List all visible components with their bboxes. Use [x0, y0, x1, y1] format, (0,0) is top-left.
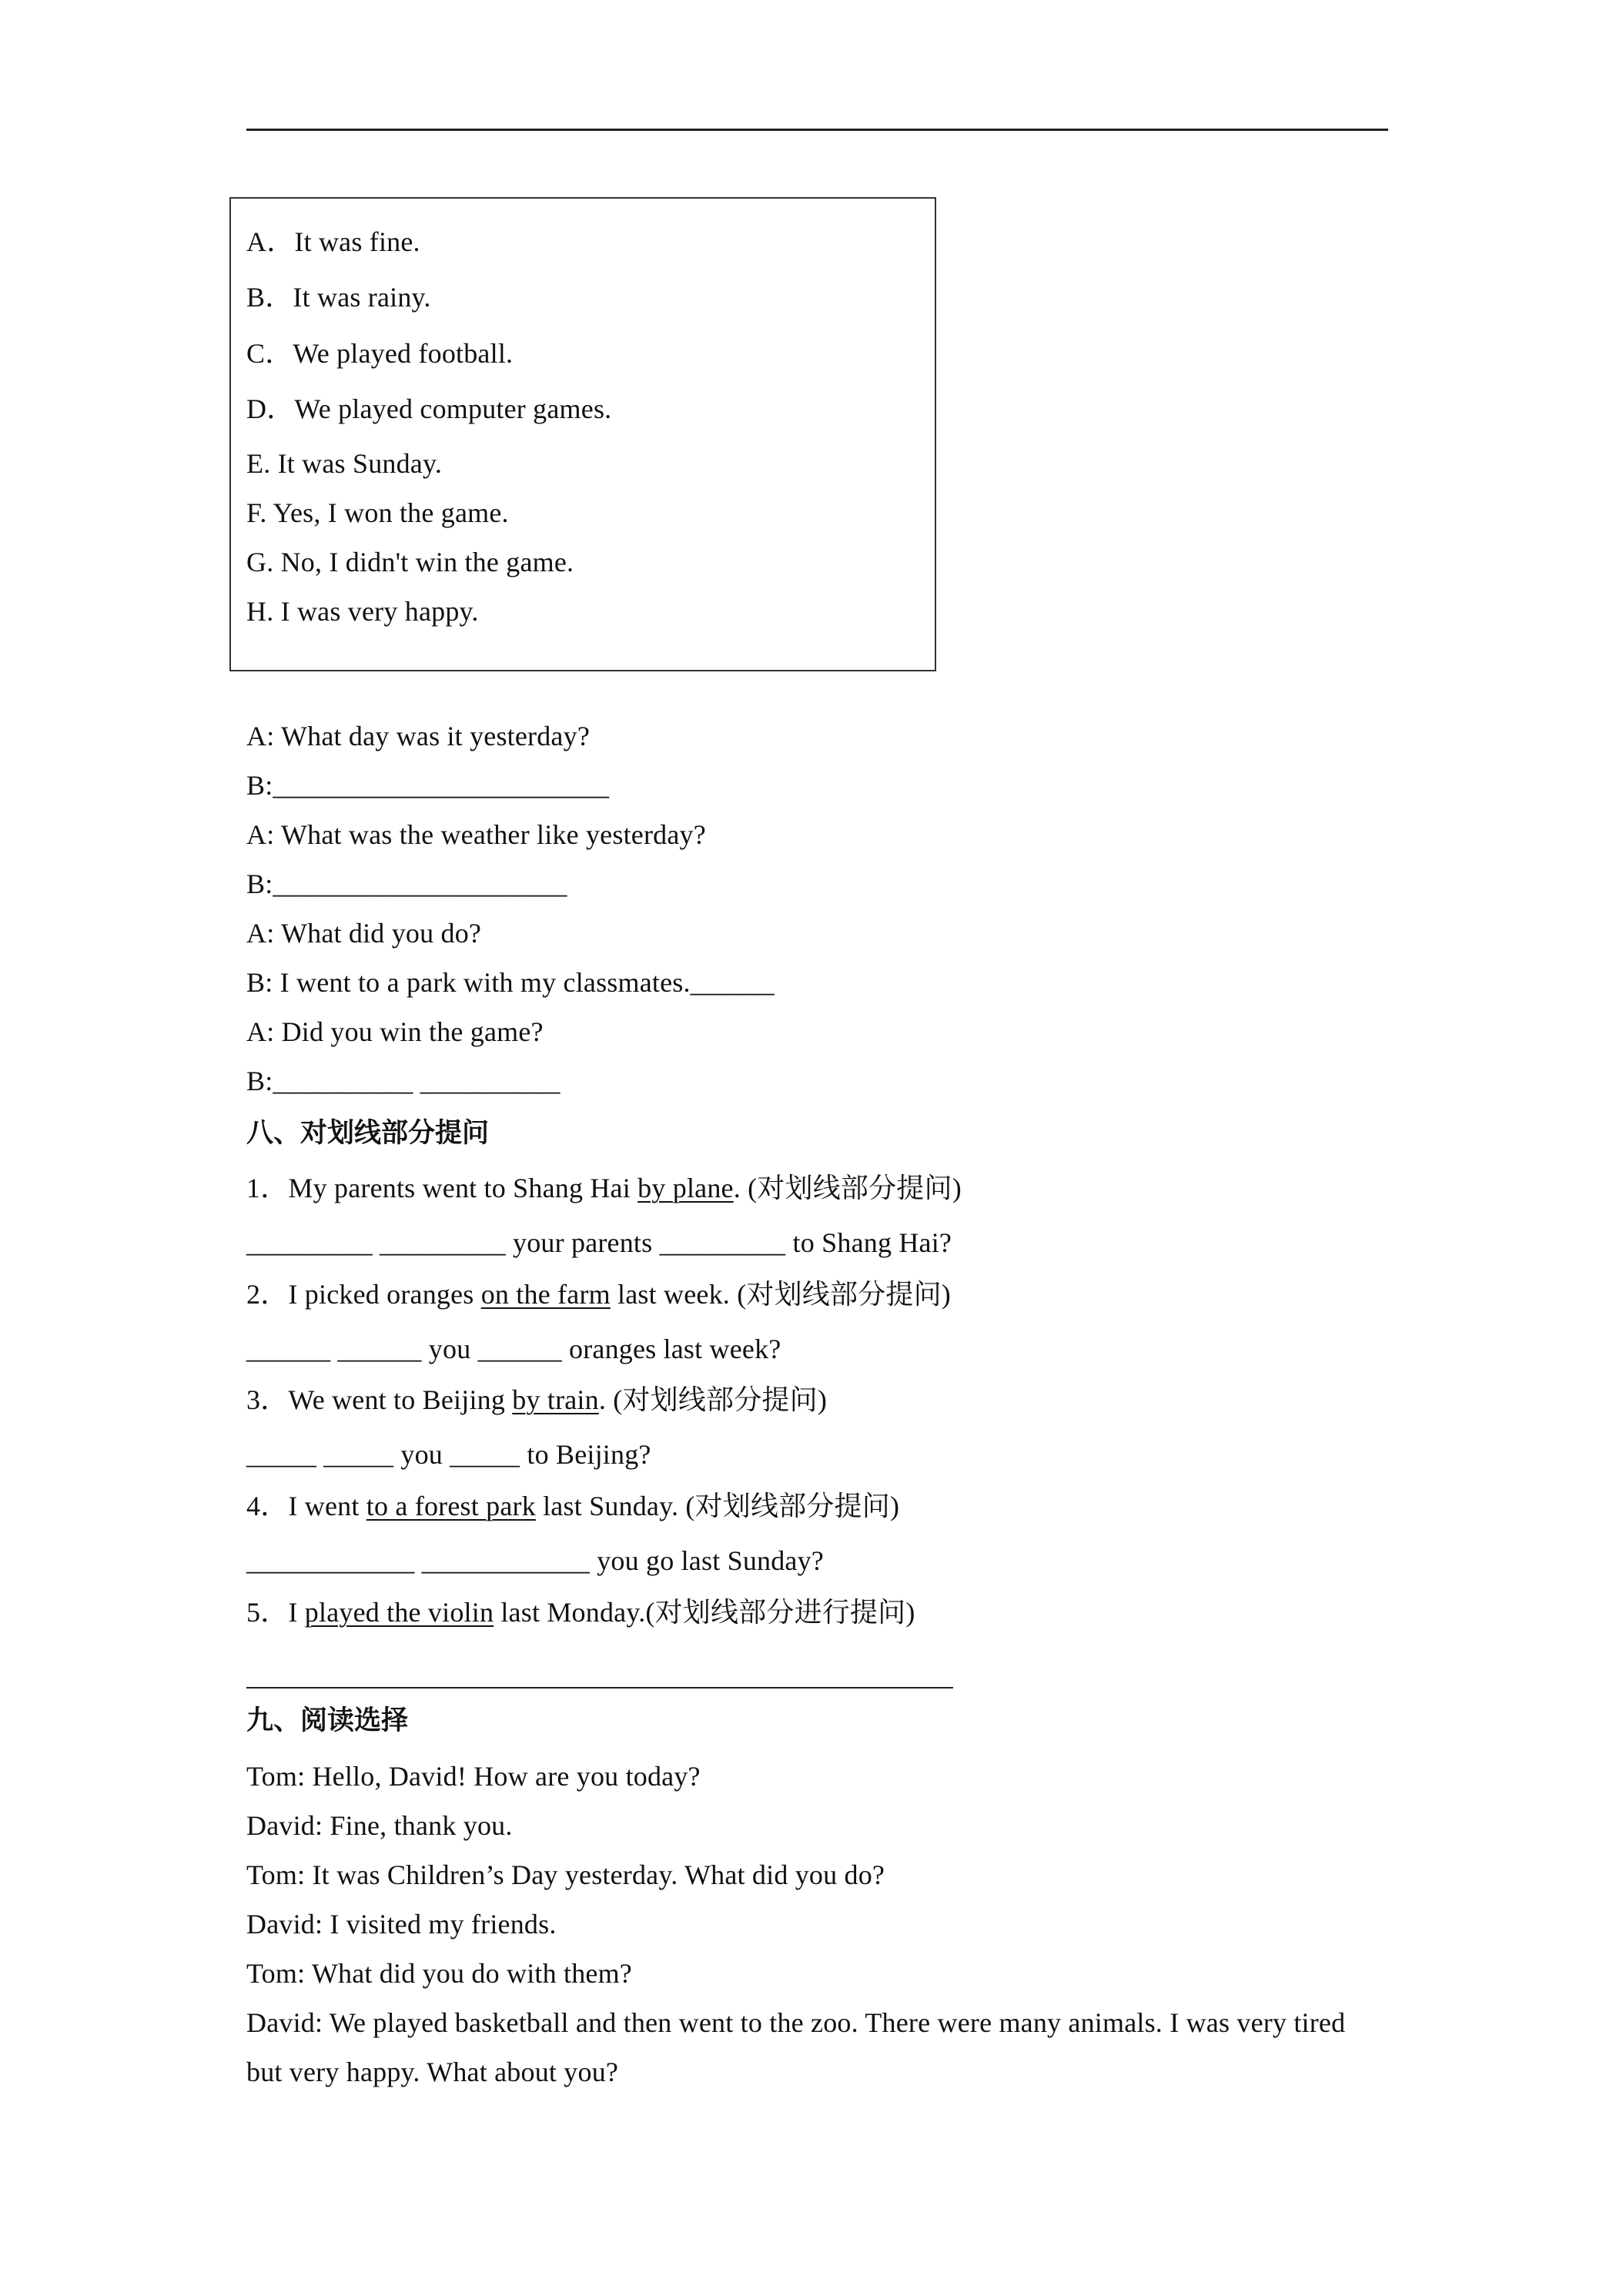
reading-line-1: Tom: Hello, David! How are you today?: [246, 1761, 701, 1792]
dialogue-line-6: B: I went to a park with my classmates.______: [246, 967, 775, 998]
answer-blank-3: _____ _____ you _____ to Beijing?: [246, 1439, 651, 1470]
underlined-phrase: played the violin: [304, 1597, 494, 1628]
dialogue-line-1: A: What day was it yesterday?: [246, 721, 590, 751]
option-b: B．It was rainy.: [246, 282, 431, 313]
reading-line-6: David: We played basketball and then went to the zoo. There were many animals. I was very tired: [246, 2007, 1346, 2038]
answer-blank-2: ______ ______ you ______ oranges last week?: [246, 1334, 781, 1364]
section-9-heading: 九、阅读选择: [246, 1705, 409, 1736]
question-5: 5．I played the violin last Monday.(对划线部分进行提问): [246, 1597, 915, 1628]
reading-line-7: but very happy. What about you?: [246, 2057, 619, 2087]
underlined-phrase: by train: [512, 1384, 599, 1415]
dialogue-line-4: B:_____________________: [246, 869, 567, 899]
question-2: 2．I picked oranges on the farm last week. (对划线部分提问): [246, 1279, 951, 1310]
option-c: C．We played football.: [246, 338, 514, 369]
reading-line-3: Tom: It was Children’s Day yesterday. What did you do?: [246, 1859, 885, 1890]
reading-line-2: David: Fine, thank you.: [246, 1810, 513, 1841]
dialogue-line-7: A: Did you win the game?: [246, 1016, 544, 1047]
header-rule: [246, 129, 1388, 131]
option-d: D．We played computer games.: [246, 393, 612, 424]
question-4: 4．I went to a forest park last Sunday. (对划线部分提问): [246, 1491, 900, 1521]
section-8-heading: 八、对划线部分提问: [246, 1118, 490, 1149]
option-e: E. It was Sunday.: [246, 448, 443, 479]
question-1: 1．My parents went to Shang Hai by plane. (对划线部分提问): [246, 1173, 962, 1203]
answer-blank-4: ____________ ____________ you go last Sunday?: [246, 1545, 824, 1576]
answer-line-5: [246, 1687, 953, 1689]
underlined-phrase: by plane: [637, 1173, 734, 1203]
underlined-phrase: to a forest park: [366, 1491, 536, 1521]
answer-blank-1: _________ _________ your parents _________ to Shang Hai?: [246, 1227, 952, 1258]
dialogue-line-2: B:________________________: [246, 770, 610, 801]
dialogue-line-5: A: What did you do?: [246, 918, 482, 949]
reading-line-5: Tom: What did you do with them?: [246, 1958, 632, 1989]
underlined-phrase: on the farm: [480, 1279, 611, 1310]
option-f: F. Yes, I won the game.: [246, 497, 509, 528]
dialogue-line-3: A: What was the weather like yesterday?: [246, 819, 706, 850]
question-3: 3．We went to Beijing by train. (对划线部分提问): [246, 1384, 828, 1415]
reading-line-4: David: I visited my friends.: [246, 1909, 557, 1940]
option-a: A．It was fine.: [246, 226, 420, 257]
option-h: H. I was very happy.: [246, 596, 479, 627]
option-g: G. No, I didn't win the game.: [246, 547, 574, 577]
dialogue-line-8: B:__________ __________: [246, 1066, 561, 1096]
